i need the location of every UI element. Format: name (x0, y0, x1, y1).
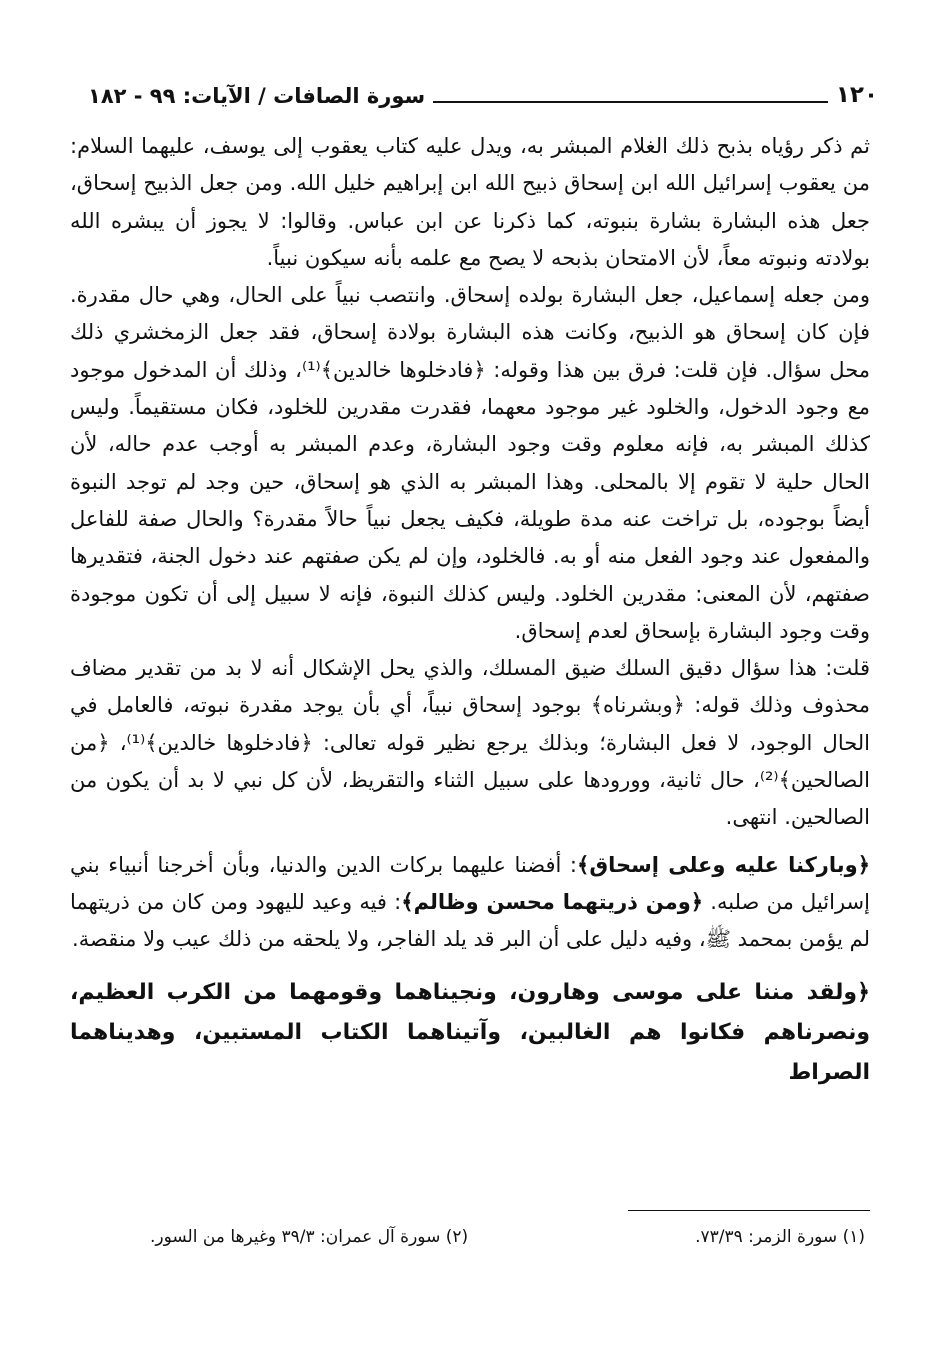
footnote-1: (١) سورة الزمر: ٧٣/٣٩. (695, 1227, 865, 1247)
footnotes (150, 1223, 865, 1251)
page-number: ١٢٠ (835, 82, 878, 108)
paragraph-4-text: : أفضنا عليهما بركات الدين والدنيا، وبأن أخرجنا أنبياء بني إسرائيل من صلبه. (70, 852, 870, 914)
header-rule (433, 101, 828, 103)
footnote-rule (628, 1210, 870, 1211)
footnote-2: (٢) سورة آل عمران: ٣٩/٣ وغيرها من السور. (150, 1227, 469, 1247)
quran-verse-paragraph: ﴿ولقد مننا على موسى وهارون، ونجيناهما وقومهما من الكرب العظيم، ونصرناهم فكانوا هم الغالبين، وآتيناهما الكتاب المستبين، وهديناهما الصراط (70, 979, 870, 1085)
main-text (70, 128, 870, 1093)
paragraph-2: ومن جعله إسماعيل، جعل البشارة بولده إسحاق. وانتصب نبياً على الحال، وهي حال مقدرة. فإن كان إسحاق هو الذبيح، وكانت هذه البشارة بولادة إسحاق، فقد جعل الزمخشري ذلك محل سؤال. فإن قلت: فرق بين هذا وقوله: ﴿فادخلوها خالدين﴾⁽¹⁾، وذلك أن المدخول موجود مع وجود الدخول، والخلود غير موجود معهما، فقدرت مقدرين للخلود، فكان مستقيماً. وليس كذلك المبشر به، فإنه معلوم وقت وجود البشارة، وعدم المبشر به أوجب عدم حاله، لأن الحال حلية لا تقوم إلا بالمحلى. وهذا المبشر به الذي هو إسحاق، حين وجد لم توجد النبوة أيضاً بوجوده، بل تراخت عنه مدة طويلة، فكيف يجعل نبياً حالاً مقدرة؟ والحال صفة للفاعل والمفعول عند وجود الفعل منه أو به. فالخلود، وإن لم يكن صفتهم عند دخول الجنة، فتقديرها صفتهم، لأن المعنى: مقدرين الخلود. وليس كذلك النبوة، فإنه لا سبيل إلى أن تكون موجودة وقت وجود البشارة بإسحاق لعدم إسحاق. (70, 283, 871, 643)
running-title: سورة الصافات / الآيات: ٩٩ - ١٨٢ (88, 84, 426, 108)
quran-quote-blessing: ﴿وباركنا عليه وعلى إسحاق﴾ (577, 852, 871, 877)
paragraph-4-text-2: : فيه وعيد لليهود ومن كان من ذريتهما لم يؤمن بمحمد ﷺ، وفيه دليل على أن البر قد يلد الفاجر، ولا يلحقه من ذلك عيب ولا منقصة. (70, 889, 870, 952)
paragraph-4 (70, 847, 870, 959)
paragraph-3: قلت: هذا سؤال دقيق السلك ضيق المسلك، والذي يحل الإشكال أنه لا بد من تقدير مضاف محذوف وذلك قوله: ﴿وبشرناه﴾ بوجود إسحاق نبياً، أي بأن يوجد مقدرة نبوته، فالعامل في الحال الوجود، لا فعل البشارة؛ وبذلك يرجع نظير قوله تعالى: ﴿فادخلوها خالدين﴾⁽¹⁾، ﴿من الصالحين﴾⁽²⁾، حال ثانية، وورودها على سبيل الثناء والتقريظ، لأن كل نبي لا بد أن يكون من الصالحين. انتهى. (70, 656, 871, 830)
paragraph-1: ثم ذكر رؤياه بذبح ذلك الغلام المبشر به، ويدل عليه كتاب يعقوب إلى يوسف، عليهما السلام: من يعقوب إسرائيل الله ابن إسحاق ذبيح الله ابن إبراهيم خليل الله. ومن جعل الذبيح إسحاق، جعل هذه البشارة بشارة بنبوته، كما ذكرنا عن ابن عباس. وقالوا: لا يجوز أن يبشره الله بولادته ونبوته معاً، لأن الامتحان بذبحه لا يصح مع علمه بأنه سيكون نبياً. (70, 134, 870, 270)
quran-quote-offspring: ﴿ومن ذريتهما محسن وظالم﴾ (401, 889, 704, 914)
page-header (88, 72, 878, 112)
